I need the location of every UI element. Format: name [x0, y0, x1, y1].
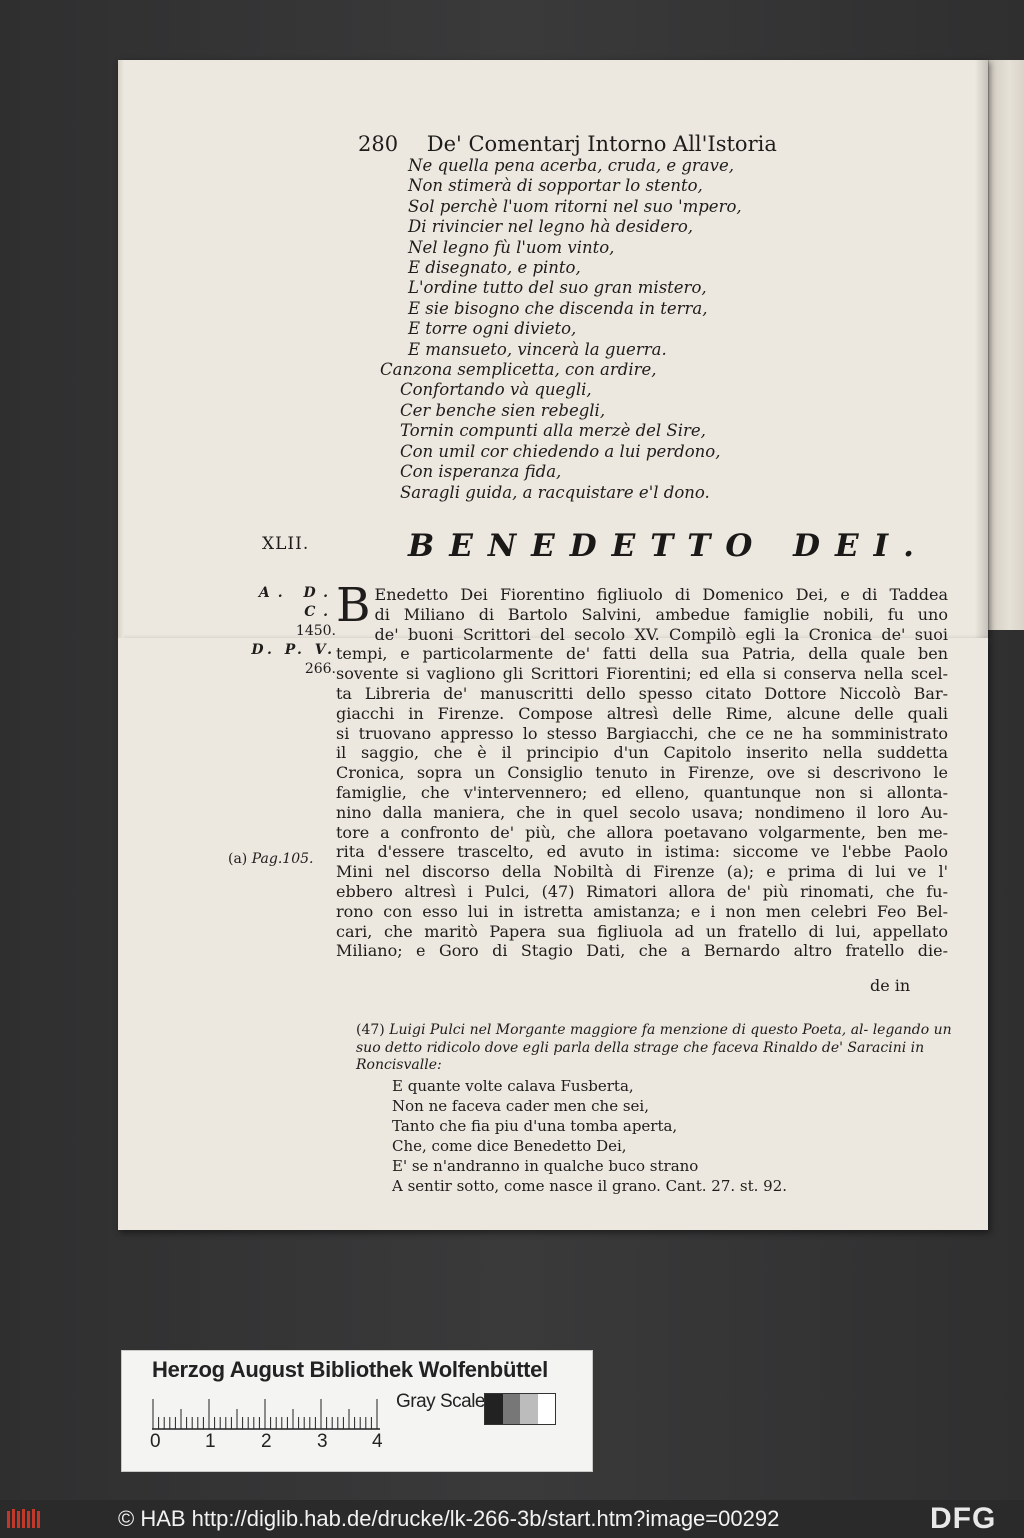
body-line: Enedetto Dei Fiorentino figliuolo di Domenico Dei, e di Taddea	[374, 585, 948, 604]
margin-reference	[228, 851, 313, 867]
verse-line: Con isperanza fida,	[400, 462, 562, 482]
facing-page-edge	[985, 60, 1024, 630]
verse-line: Nel legno fù l'uom vinto,	[408, 237, 615, 257]
footnote	[356, 1022, 956, 1075]
body-line: Miliano; e Goro di Stagio Dati, che a Bernardo altro fratello die-	[336, 941, 948, 961]
body-line: giacchi in Firenze. Compose altresì delle Rime, alcune delle quali	[336, 703, 948, 723]
body-line: il saggio, che è il principio d'un Capitolo inserito nella suddetta	[336, 743, 948, 763]
verse-line: Con umil cor chiedendo a lui perdono,	[400, 441, 721, 461]
margin-date-line: 1450.	[295, 623, 336, 639]
ruler-scale	[152, 1399, 382, 1431]
gray-swatch	[538, 1394, 556, 1424]
margin-reference-mark: (a)	[228, 851, 248, 867]
body-line: Cronica, sopra un Consiglio tenuto in Firenze, ove si descrivono le	[336, 763, 948, 783]
body-line: Mini nel discorso della Nobiltà di Firenze (a); e prima di lui ve l'	[336, 862, 948, 882]
gray-swatch	[520, 1394, 538, 1424]
catchword: de in	[870, 976, 911, 995]
status-bar	[0, 1500, 1024, 1538]
dfg-logo: DFG	[930, 1502, 997, 1535]
footnote-text: Luigi Pulci nel Morgante maggiore fa menzione di questo Poeta, al- legando un suo detto ridicolo dove egli parla della strage che faceva Rinaldo de' Saracini in Roncisvalle:	[356, 1022, 952, 1073]
hab-logo-icon	[6, 1508, 42, 1530]
verse-line: Canzona semplicetta, con ardire,	[380, 360, 657, 380]
body-line: de' buoni Scrittori del secolo XV. Compilò egli la Cronica de' suoi	[374, 624, 948, 644]
margin-reference-text: Pag.105.	[251, 851, 314, 867]
footnote-verse-line: Tanto che fia piu d'una tomba aperta,	[392, 1117, 678, 1135]
body-line: rono con esso lui in istretta amistanza; e i non men celebri Feo Bel-	[336, 901, 948, 921]
verse-line: L'ordine tutto del suo gran mistero,	[408, 278, 707, 298]
ruler-label: 2	[261, 1431, 272, 1452]
ruler-label: 0	[150, 1431, 161, 1452]
body-line: nino dalla maniera, che in quel secolo usava; nondimeno il loro Au-	[336, 802, 948, 822]
source-url[interactable]: © HAB http://diglib.hab.de/drucke/lk-266-3b/start.htm?image=00292	[118, 1506, 780, 1531]
verse-line: Di rivincier nel legno hà desidero,	[408, 217, 694, 237]
body-line: si truovano appresso lo stesso Bargiacchi, che ce ne ha somministrato	[336, 723, 948, 743]
body-line: sovente si vagliono gli Scrittori Fiorentini; ed ella si conserva nella scel-	[336, 664, 948, 684]
body-line: cari, che maritò Papera sua figliuola ad un fratello di lui, appellato	[336, 921, 948, 941]
ruler-label: 1	[205, 1431, 216, 1452]
running-title: De' Comentarj Intorno All'Istoria	[426, 132, 777, 156]
ruler-label: 3	[317, 1431, 328, 1452]
verse-line: Non stimerà di sopportar lo stento,	[408, 176, 703, 196]
body-line: famiglie, che v'intervennero; ed elleno, quantunque non si allonta-	[336, 782, 948, 802]
section-number: XLII.	[262, 534, 310, 554]
verse-block	[380, 156, 800, 503]
body-line: ebbero altresì i Pulci, (47) Rimatori allora de' più rinomati, che fu-	[336, 881, 948, 901]
gray-scale-swatches	[484, 1393, 556, 1425]
footnote-verse-line: E quante volte calava Fusberta,	[392, 1077, 634, 1095]
calibration-card	[121, 1350, 593, 1472]
verse-line: E disegnato, e pinto,	[408, 258, 581, 278]
ruler-label: 4	[372, 1431, 383, 1452]
verse-line: Confortando và quegli,	[400, 380, 592, 400]
drop-cap: B	[336, 578, 371, 633]
margin-date-line: D. P. V.	[251, 642, 336, 658]
footnote-verse-line: Non ne faceva cader men che sei,	[392, 1097, 649, 1115]
page-fold	[118, 60, 124, 638]
verse-line: Ne quella pena acerba, cruda, e grave,	[408, 156, 734, 175]
body-paragraph	[336, 578, 948, 961]
running-head	[358, 132, 918, 156]
gray-swatch	[503, 1394, 521, 1424]
verse-line: E torre ogni divieto,	[408, 319, 577, 339]
gray-scale-label: Gray Scale	[396, 1391, 485, 1412]
body-line: tore a confronto de' più, che allora poetavano volgarmente, ben me-	[336, 822, 948, 842]
margin-date-line: A. D. C.	[258, 585, 336, 620]
margin-date-line: 266.	[304, 661, 336, 677]
body-line: rita d'essere trascelto, ed avuto in istima: siccome ve l'ebbe Paolo	[336, 842, 948, 862]
page-shadow	[975, 60, 989, 638]
verse-line: E mansueto, vincerà la guerra.	[408, 339, 667, 359]
body-line: tempi, e particolarmente de' fatti della sua Patria, della quale ben	[336, 644, 948, 664]
verse-line: E sie bisogno che discenda in terra,	[408, 298, 708, 318]
footnote-verse-line: E' se n'andranno in qualche buco strano	[392, 1157, 699, 1175]
margin-date-note	[226, 584, 336, 679]
body-line: di Miliano di Bartolo Salvini, ambedue famiglie nobili, fu uno	[374, 604, 948, 624]
footnote-verse-line: A sentir sotto, come nasce il grano. Cant. 27. st. 92.	[392, 1177, 788, 1195]
section-title: BENEDETTO DEI.	[408, 528, 929, 564]
library-name: Herzog August Bibliothek Wolfenbüttel	[152, 1357, 548, 1382]
footnote-verse	[392, 1076, 862, 1196]
body-line: ta Libreria de' manuscritti dello spesso citato Dottore Niccolò Bar-	[336, 683, 948, 703]
gray-swatch	[485, 1394, 503, 1424]
footnote-mark: (47)	[356, 1022, 385, 1038]
verse-line: Saragli guida, a racquistare e'l dono.	[400, 482, 710, 502]
page-number: 280	[358, 132, 399, 156]
footnote-verse-line: Che, come dice Benedetto Dei,	[392, 1137, 627, 1155]
verse-line: Sol perchè l'uom ritorni nel suo 'mpero,	[408, 196, 742, 216]
verse-line: Tornin compunti alla merzè del Sire,	[400, 421, 706, 441]
verse-line: Cer benche sien rebegli,	[400, 400, 606, 420]
